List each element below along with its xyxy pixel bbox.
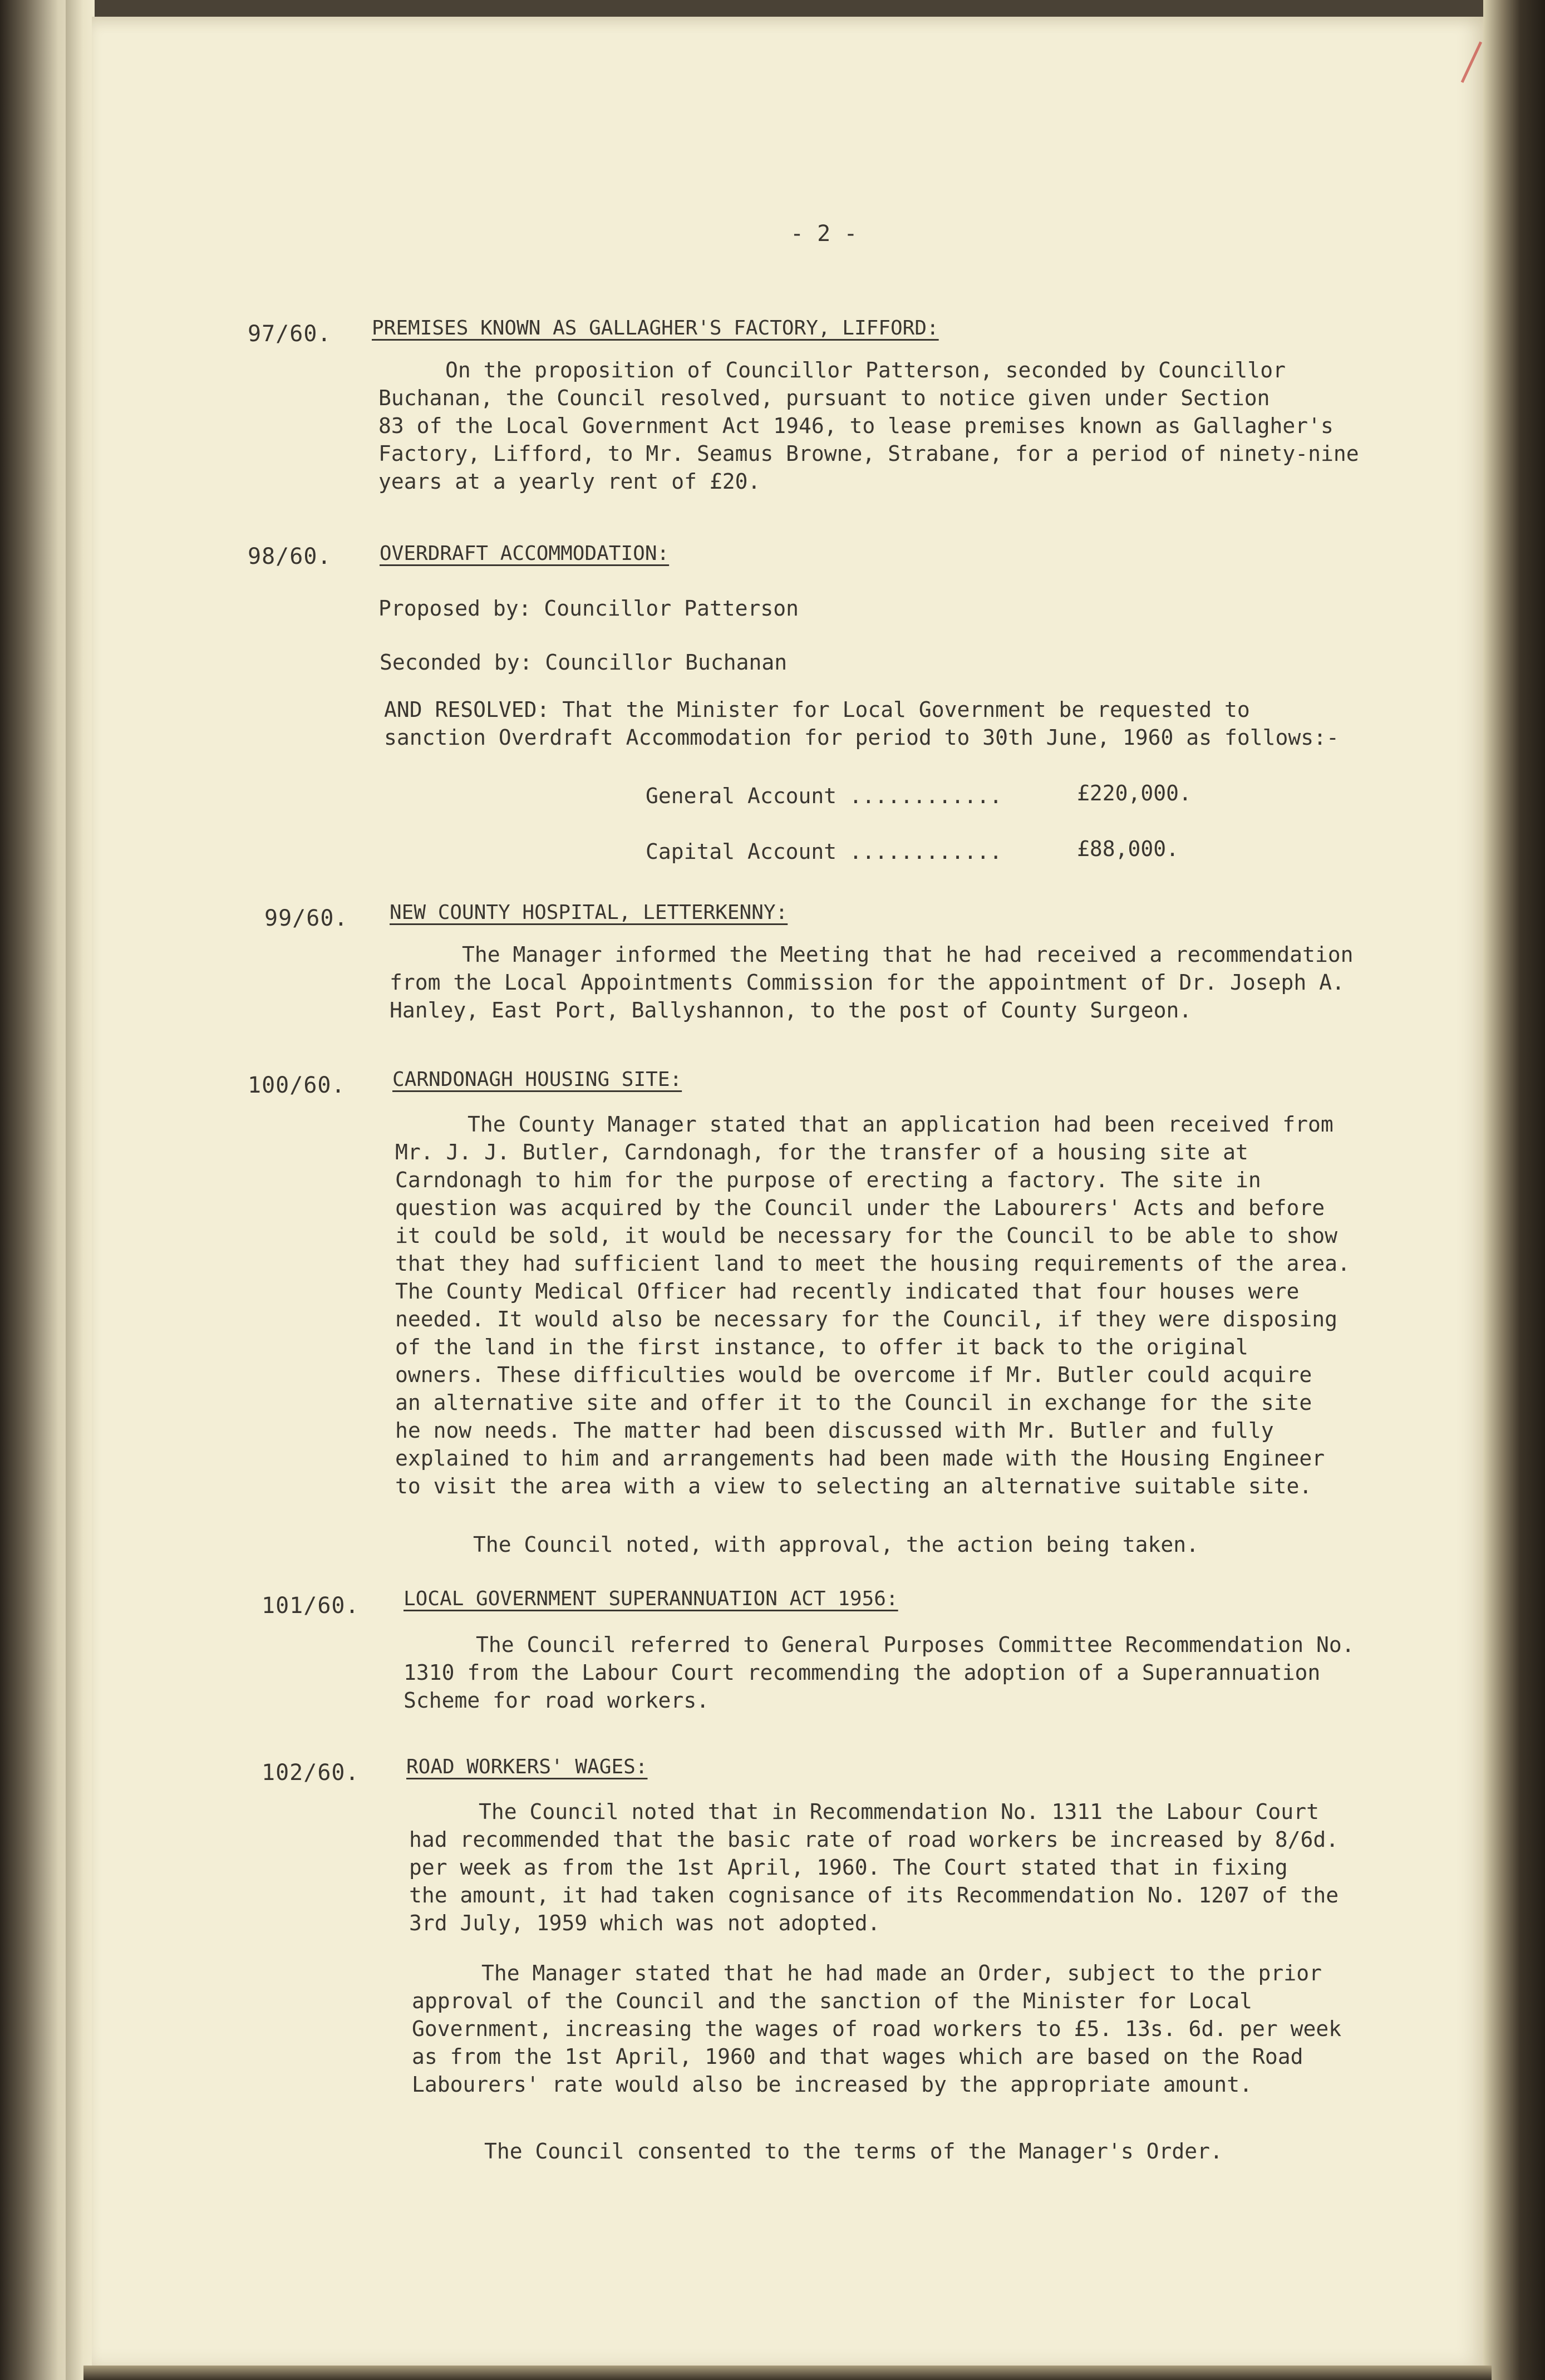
minute-paragraph (409, 1798, 1339, 1937)
proposed-by: Proposed by: Councillor Patterson (378, 596, 799, 621)
minute-paragraph (412, 1959, 1341, 2098)
minute-paragraph: The Council consented to the terms of the Manager's Order. (484, 2139, 1223, 2163)
account-value: £220,000. (1077, 781, 1192, 805)
paragraph-line: Factory, Lifford, to Mr. Seamus Browne, Strabane, for a period of ninety-nine (378, 441, 1359, 466)
paragraph-line: explained to him and arrangements had been made with the Housing Engineer (395, 1446, 1325, 1471)
paragraph-line: had recommended that the basic rate of road workers be increased by 8/6d. (409, 1827, 1339, 1852)
minute-heading: OVERDRAFT ACCOMMODATION: (380, 542, 670, 565)
paragraph-line: per week as from the 1st April, 1960. The Court stated that in fixing (409, 1855, 1288, 1880)
paragraph-line: years at a yearly rent of £20. (378, 469, 761, 494)
paragraph-line: Mr. J. J. Butler, Carndonagh, for the transfer of a housing site at (395, 1140, 1248, 1164)
account-label: General Account ............ (646, 784, 1002, 808)
paragraph-line: Carndonagh to him for the purpose of erecting a factory. The site in (395, 1168, 1261, 1192)
paragraph-line: Government, increasing the wages of road workers to £5. 13s. 6d. per week (412, 2017, 1342, 2041)
minute-number: 98/60. (248, 544, 332, 569)
paragraph-line: On the proposition of Councillor Patterson, seconded by Councillor (445, 358, 1286, 382)
paragraph-line: approval of the Council and the sanction of the Minister for Local (412, 1989, 1252, 2013)
minute-paragraph (390, 941, 1353, 1024)
paragraph-line: needed. It would also be necessary for the Council, if they were disposing (395, 1307, 1337, 1331)
paragraph-line: that they had sufficient land to meet the housing requirements of the area. (395, 1251, 1350, 1276)
minute-number: 97/60. (248, 321, 332, 347)
paragraph-line: sanction Overdraft Accommodation for period to 30th June, 1960 as follows:- (384, 725, 1339, 750)
paragraph-line: to visit the area with a view to selecting an alternative suitable site. (395, 1474, 1312, 1498)
paragraph-line: The Council referred to General Purposes Committee Recommendation No. (476, 1632, 1355, 1657)
paragraph-line: Hanley, East Port, Ballyshannon, to the post of County Surgeon. (390, 998, 1192, 1022)
minute-paragraph: The Council noted, with approval, the action being taken. (473, 1532, 1199, 1557)
account-label: Capital Account ............ (646, 839, 1002, 864)
minute-heading: ROAD WORKERS' WAGES: (406, 1756, 648, 1778)
seconded-by: Seconded by: Councillor Buchanan (380, 650, 788, 675)
minute-number: 100/60. (248, 1073, 346, 1098)
paragraph-line: he now needs. The matter had been discussed with Mr. Butler and fully (395, 1418, 1274, 1443)
paragraph-line: 83 of the Local Government Act 1946, to lease premises known as Gallagher's (378, 414, 1334, 438)
binding (66, 0, 95, 2380)
paragraph-line: 3rd July, 1959 which was not adopted. (409, 1911, 880, 1935)
paragraph-line: an alternative site and offer it to the Council in exchange for the site (395, 1390, 1312, 1415)
minute-heading: PREMISES KNOWN AS GALLAGHER'S FACTORY, LIFFORD: (372, 317, 939, 340)
page-edge-bottom (83, 2366, 1492, 2380)
paragraph-line: owners. These difficulties would be overcome if Mr. Butler could acquire (395, 1363, 1312, 1387)
paragraph-line: The Council noted that in Recommendation No. 1311 the Labour Court (479, 1799, 1319, 1824)
paragraph-line: the amount, it had taken cognisance of its Recommendation No. 1207 of the (409, 1883, 1339, 1907)
minute-number: 102/60. (262, 1760, 360, 1786)
paragraph-line: AND RESOLVED: That the Minister for Local Government be requested to (384, 697, 1250, 722)
paragraph-line: The County Manager stated that an application had been received from (468, 1112, 1334, 1137)
paragraph-line: The Manager informed the Meeting that he had received a recommendation (462, 942, 1354, 967)
paragraph-line: Labourers' rate would also be increased by the appropriate amount. (412, 2072, 1252, 2097)
minute-number: 101/60. (262, 1593, 360, 1619)
paragraph-line: question was acquired by the Council under the Labourers' Acts and before (395, 1196, 1325, 1220)
paragraph-line: Scheme for road workers. (404, 1688, 710, 1713)
minute-paragraph (395, 1110, 1350, 1500)
page-edge-right (1483, 0, 1545, 2380)
paragraph-line: as from the 1st April, 1960 and that wages which are based on the Road (412, 2044, 1303, 2069)
paragraph-line: Buchanan, the Council resolved, pursuant to notice given under Section (378, 386, 1270, 410)
minute-heading: NEW COUNTY HOSPITAL, LETTERKENNY: (390, 901, 788, 924)
paragraph-line: The Manager stated that he had made an Order, subject to the prior (481, 1961, 1322, 1985)
page-number: - 2 - (790, 221, 858, 247)
minute-paragraph (404, 1631, 1355, 1714)
minute-number: 99/60. (264, 906, 348, 931)
paragraph-line: it could be sold, it would be necessary for the Council to be able to show (395, 1223, 1337, 1248)
paragraph-line: from the Local Appointments Commission for the appointment of Dr. Joseph A. (390, 970, 1345, 995)
minute-paragraph (378, 356, 1359, 495)
resolution (384, 696, 1339, 751)
paragraph-line: of the land in the first instance, to offer it back to the original (395, 1335, 1248, 1359)
paragraph-line: The County Medical Officer had recently indicated that four houses were (395, 1279, 1300, 1304)
paragraph-line: 1310 from the Labour Court recommending the adoption of a Superannuation (404, 1660, 1321, 1685)
account-value: £88,000. (1077, 837, 1179, 861)
minute-heading: LOCAL GOVERNMENT SUPERANNUATION ACT 1956: (404, 1587, 898, 1610)
minute-heading: CARNDONAGH HOUSING SITE: (392, 1068, 682, 1091)
